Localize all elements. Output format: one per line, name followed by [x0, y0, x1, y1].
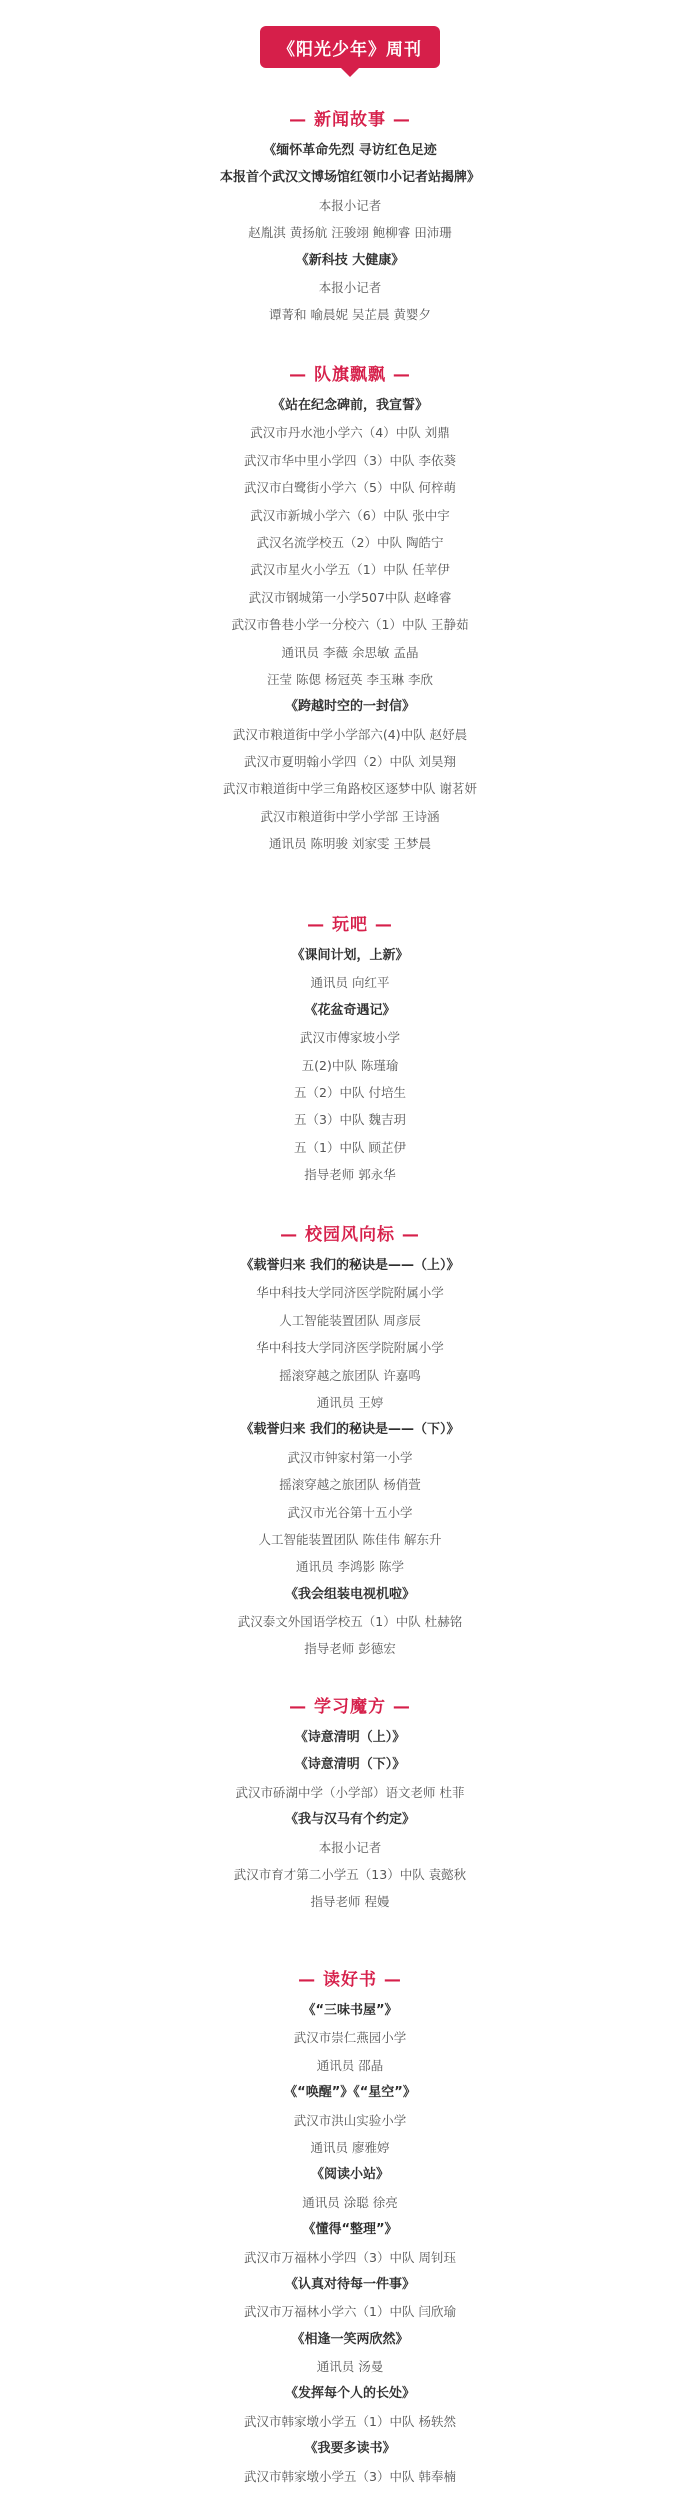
issue-title: 《阳光少年》周刊 [278, 39, 422, 60]
article-credit-list [0, 1724, 700, 1916]
credit-line: 武汉市洪山实验小学 [293, 2112, 407, 2128]
credit-line: 通讯员 李薇 余思敏 孟晶 [281, 644, 419, 660]
credit-line: 人工智能装置团队 周彦辰 [279, 1312, 421, 1328]
credit-line: 通讯员 邵晶 [316, 2057, 384, 2073]
credit-line: 武汉市韩家墩小学五（1）中队 杨轶然 [244, 2413, 456, 2429]
article-title: 《载誉归来 我们的秘诀是——（上）》 [240, 1258, 460, 1273]
section-good-books [0, 1963, 700, 2490]
article-title: 《诗意清明（上）》 [294, 1730, 406, 1745]
article-title: 《阅读小站》 [310, 2167, 389, 2183]
credit-line: 武汉市钟家村第一小学 [287, 1449, 413, 1465]
section-title: — 校园风向标 — [280, 1225, 420, 1245]
credit-line: 武汉市万福林小学四（3）中队 周钊珏 [244, 2249, 456, 2265]
credit-line: 武汉市粮道街中学三角路校区逐梦中队 谢茗妍 [223, 781, 477, 797]
article-title: 《认真对待每一件事》 [284, 2276, 415, 2292]
section-title: — 新闻故事 — [289, 110, 411, 130]
article-title: 《花盆奇遇记》 [304, 1002, 396, 1018]
credit-line: 通讯员 陈明骏 刘家雯 王梦晨 [269, 836, 431, 852]
credit-line: 武汉市粮道街中学小学部 王诗涵 [260, 808, 440, 824]
credit-line: 本报小记者 [318, 279, 382, 295]
credit-line: 通讯员 王婷 [316, 1394, 384, 1410]
credit-line: 武汉市新城小学六（6）中队 张中宇 [250, 507, 450, 523]
article-credit-list [0, 1997, 700, 2490]
credit-line: 指导老师 程嫚 [310, 1894, 390, 1910]
banner-pointer [341, 68, 359, 77]
article-title: 《缅怀革命先烈 寻访红色足迹 [263, 143, 437, 158]
article-title: 《课间计划，上新》 [291, 948, 409, 963]
section-title: — 读好书 — [298, 1970, 402, 1990]
article-title: 《相逢一笑两欣然》 [291, 2331, 409, 2347]
issue-banner [260, 26, 440, 68]
credit-line: 摇滚穿越之旅团队 杨俏萱 [279, 1477, 421, 1493]
credit-line: 华中科技大学同济医学院附属小学 [256, 1340, 444, 1356]
credit-line: 五(2)中队 陈瑾瑜 [301, 1057, 399, 1073]
credit-line: 武汉市钢城第一小学507中队 赵峰睿 [248, 589, 452, 605]
section-news-stories [0, 103, 700, 329]
credit-line: 指导老师 彭德宏 [304, 1641, 396, 1657]
credit-line: 赵胤淇 黄扬航 汪骏翊 鲍柳睿 田沛珊 [248, 225, 452, 241]
credit-line: 通讯员 向红平 [310, 975, 390, 991]
credit-line: 五（1）中队 顾芷伊 [294, 1139, 406, 1155]
section-title: — 玩吧 — [307, 915, 393, 935]
section-title: — 学习魔方 — [289, 1697, 411, 1717]
credit-line: 通讯员 李鸿影 陈学 [296, 1559, 404, 1575]
credit-line: 本报小记者 [318, 197, 382, 213]
credit-line: 武汉泰文外国语学校五（1）中队 杜赫铭 [237, 1614, 463, 1630]
article-credit-list [0, 1252, 700, 1663]
credit-line: 武汉市光谷第十五小学 [287, 1504, 413, 1520]
credit-line: 华中科技大学同济医学院附属小学 [256, 1285, 444, 1301]
credit-line: 武汉市韩家墩小学五（3）中队 韩奉楠 [244, 2468, 456, 2484]
credit-line: 武汉市星火小学五（1）中队 任苹伊 [250, 562, 450, 578]
credit-line: 武汉市夏明翰小学四（2）中队 刘昊翔 [244, 754, 456, 770]
credit-line: 通讯员 廖雅婷 [310, 2139, 390, 2155]
credit-line: 武汉市白鹭街小学六（5）中队 何梓萌 [244, 480, 456, 496]
article-title: 《新科技 大健康》 [295, 252, 405, 268]
article-title: 《诗意清明（下）》 [294, 1757, 406, 1773]
credit-line: 武汉市硚湖中学（小学部）语文老师 杜菲 [235, 1784, 465, 1800]
credit-line: 武汉市傅家坡小学 [299, 1030, 400, 1046]
credit-line: 通讯员 汤曼 [316, 2359, 384, 2375]
section-team-flags [0, 358, 700, 858]
credit-line: 武汉市鲁巷小学一分校六（1）中队 王静茹 [231, 617, 469, 633]
credit-line: 武汉市崇仁燕园小学 [293, 2030, 407, 2046]
credit-line: 武汉市万福林小学六（1）中队 闫欣瑜 [244, 2304, 456, 2320]
article-title: 《“三味书屋”》 [302, 2003, 398, 2018]
section-learning-cube [0, 1690, 700, 1916]
section-campus-vane [0, 1218, 700, 1663]
section-title: — 队旗飘飘 — [289, 365, 411, 385]
credit-line: 五（3）中队 魏吉玥 [294, 1112, 406, 1128]
section-play [0, 908, 700, 1189]
article-title: 《跨越时空的一封信》 [284, 699, 415, 715]
credit-line: 指导老师 郭永华 [304, 1167, 396, 1183]
credit-line: 汪莹 陈偲 杨冠英 李玉琳 李欣 [267, 671, 433, 687]
credit-line: 本报小记者 [318, 1839, 382, 1855]
article-credit-list [0, 392, 700, 858]
article-title: 本报首个武汉文博场馆红领巾小记者站揭牌》 [219, 170, 480, 186]
article-credit-list [0, 942, 700, 1189]
credit-line: 五（2）中队 付培生 [294, 1084, 406, 1100]
article-title: 《载誉归来 我们的秘诀是——（下）》 [240, 1422, 460, 1438]
article-title: 《“唤醒”》《“星空”》 [284, 2085, 416, 2101]
article-title: 《发挥每个人的长处》 [284, 2386, 415, 2402]
credit-line: 武汉市华中里小学四（3）中队 李依葵 [244, 452, 456, 468]
article-title: 《我与汉马有个约定》 [284, 1812, 415, 1828]
credit-line: 武汉市丹水池小学六（4）中队 刘鼎 [250, 425, 450, 441]
credit-line: 谭菁和 喻晨妮 吴芷晨 黄婴夕 [269, 307, 431, 323]
article-title: 《我要多读书》 [304, 2441, 396, 2457]
article-credit-list [0, 137, 700, 329]
article-title: 《懂得“整理”》 [302, 2222, 398, 2238]
credit-line: 武汉名流学校五（2）中队 陶皓宁 [256, 534, 444, 550]
credit-line: 人工智能装置团队 陈佳伟 解东升 [258, 1531, 442, 1547]
credit-line: 武汉市粮道街中学小学部六(4)中队 赵妤晨 [232, 726, 468, 742]
credit-line: 通讯员 涂聪 徐亮 [302, 2194, 398, 2210]
credit-line: 摇滚穿越之旅团队 许嘉鸣 [279, 1367, 421, 1383]
article-title: 《站在纪念碑前，我宣誓》 [271, 398, 428, 413]
article-title: 《我会组装电视机啦》 [284, 1586, 415, 1602]
credit-line: 武汉市育才第二小学五（13）中队 袁懿秋 [233, 1866, 467, 1882]
